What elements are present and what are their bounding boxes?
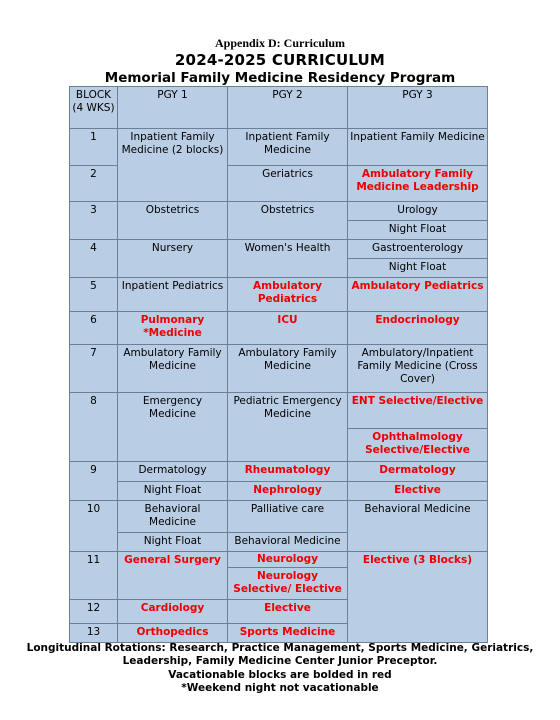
pgy2-cell-vacationable: Neurology Selective/ Elective xyxy=(228,568,348,600)
block-number: 3 xyxy=(70,202,118,240)
block-number: 8 xyxy=(70,393,118,462)
header-pgy3: PGY 3 xyxy=(348,87,488,129)
vacationable-note: Vacationable blocks are bolded in red xyxy=(168,669,392,681)
pgy1-cell: Dermatology xyxy=(118,462,228,482)
header-block: BLOCK (4 WKS) xyxy=(70,87,118,129)
pgy2-cell: Pediatric Emergency Medicine xyxy=(228,393,348,462)
block-number: 4 xyxy=(70,240,118,278)
block-number: 2 xyxy=(70,166,118,202)
curriculum-year-title: 2024-2025 CURRICULUM xyxy=(174,51,386,69)
table-row xyxy=(70,482,488,501)
pgy1-cell: Emergency Medicine xyxy=(118,393,228,462)
table-row xyxy=(70,240,488,259)
pgy2-cell: Inpatient Family Medicine xyxy=(228,129,348,166)
pgy2-cell: Geriatrics xyxy=(228,166,348,202)
table-row xyxy=(70,278,488,312)
pgy3-cell-vacationable: Ambulatory Family Medicine Leadership xyxy=(348,166,488,202)
pgy2-cell: Obstetrics xyxy=(228,202,348,240)
pgy2-cell-vacationable: ICU xyxy=(228,312,348,345)
pgy3-cell: Behavioral Medicine xyxy=(348,501,488,552)
longitudinal-rotations-note: Longitudinal Rotations: Research, Practice Management, Sports Medicine, Geriatrics, Leadership, Family Medicine Center Junior Preceptor. xyxy=(26,642,534,667)
pgy1-cell: Behavioral Medicine xyxy=(118,501,228,533)
pgy1-cell: Night Float xyxy=(118,482,228,501)
pgy2-cell-vacationable: Nephrology xyxy=(228,482,348,501)
pgy3-cell: Inpatient Family Medicine xyxy=(348,129,488,166)
pgy3-cell-vacationable: Endocrinology xyxy=(348,312,488,345)
header-pgy1: PGY 1 xyxy=(118,87,228,129)
appendix-label: Appendix D: Curriculum xyxy=(214,36,345,50)
block-number: 6 xyxy=(70,312,118,345)
pgy1-cell-vacationable: General Surgery xyxy=(118,552,228,600)
pgy3-cell-vacationable: Dermatology xyxy=(348,462,488,482)
pgy1-cell-vacationable: Cardiology xyxy=(118,600,228,624)
table-row xyxy=(70,312,488,345)
pgy3-cell-vacationable: Elective (3 Blocks) xyxy=(348,552,488,643)
program-title: Memorial Family Medicine Residency Program xyxy=(104,70,456,86)
pgy1-cell: Nursery xyxy=(118,240,228,278)
pgy2-cell-vacationable: Ambulatory Pediatrics xyxy=(228,278,348,312)
block-number: 11 xyxy=(70,552,118,600)
pgy2-cell-vacationable: Rheumatology xyxy=(228,462,348,482)
pgy3-cell: Gastroenterology xyxy=(348,240,488,259)
pgy3-cell: Ambulatory/Inpatient Family Medicine (Cross Cover) xyxy=(348,345,488,393)
pgy2-cell: Palliative care xyxy=(228,501,348,533)
pgy3-cell: Urology xyxy=(348,202,488,221)
pgy1-cell: Inpatient Pediatrics xyxy=(118,278,228,312)
pgy1-cell: Obstetrics xyxy=(118,202,228,240)
header-row xyxy=(70,87,488,129)
pgy3-cell: Night Float xyxy=(348,221,488,240)
pgy2-cell: Women's Health xyxy=(228,240,348,278)
block-number: 13 xyxy=(70,624,118,643)
pgy2-cell: Ambulatory Family Medicine xyxy=(228,345,348,393)
pgy2-cell-vacationable: Neurology xyxy=(228,552,348,568)
pgy1-cell-vacationable: Pulmonary *Medicine xyxy=(118,312,228,345)
curriculum-table xyxy=(69,86,488,643)
pgy1-cell: Night Float xyxy=(118,533,228,552)
pgy1-cell: Ambulatory Family Medicine xyxy=(118,345,228,393)
pgy3-cell-vacationable: Ambulatory Pediatrics xyxy=(348,278,488,312)
weekend-note: *Weekend night not vacationable xyxy=(181,682,379,694)
pgy3-cell-vacationable: Ophthalmology Selective/Elective xyxy=(348,429,488,462)
table-row xyxy=(70,552,488,568)
pgy3-cell-vacationable: Elective xyxy=(348,482,488,501)
table-row xyxy=(70,129,488,166)
block-number: 12 xyxy=(70,600,118,624)
table-row xyxy=(70,202,488,221)
block-number: 10 xyxy=(70,501,118,552)
pgy3-cell: Night Float xyxy=(348,259,488,278)
table-row xyxy=(70,345,488,393)
pgy3-cell-vacationable: ENT Selective/Elective xyxy=(348,393,488,429)
block-number: 5 xyxy=(70,278,118,312)
table-row xyxy=(70,501,488,533)
pgy1-cell: Inpatient Family Medicine (2 blocks) xyxy=(118,129,228,202)
block-number: 9 xyxy=(70,462,118,501)
table-row xyxy=(70,462,488,482)
block-number: 1 xyxy=(70,129,118,166)
block-number: 7 xyxy=(70,345,118,393)
pgy1-cell-vacationable: Orthopedics xyxy=(118,624,228,643)
pgy2-cell-vacationable: Sports Medicine xyxy=(228,624,348,643)
pgy2-cell-vacationable: Elective xyxy=(228,600,348,624)
table-row xyxy=(70,393,488,429)
pgy2-cell: Behavioral Medicine xyxy=(228,533,348,552)
header-pgy2: PGY 2 xyxy=(228,87,348,129)
